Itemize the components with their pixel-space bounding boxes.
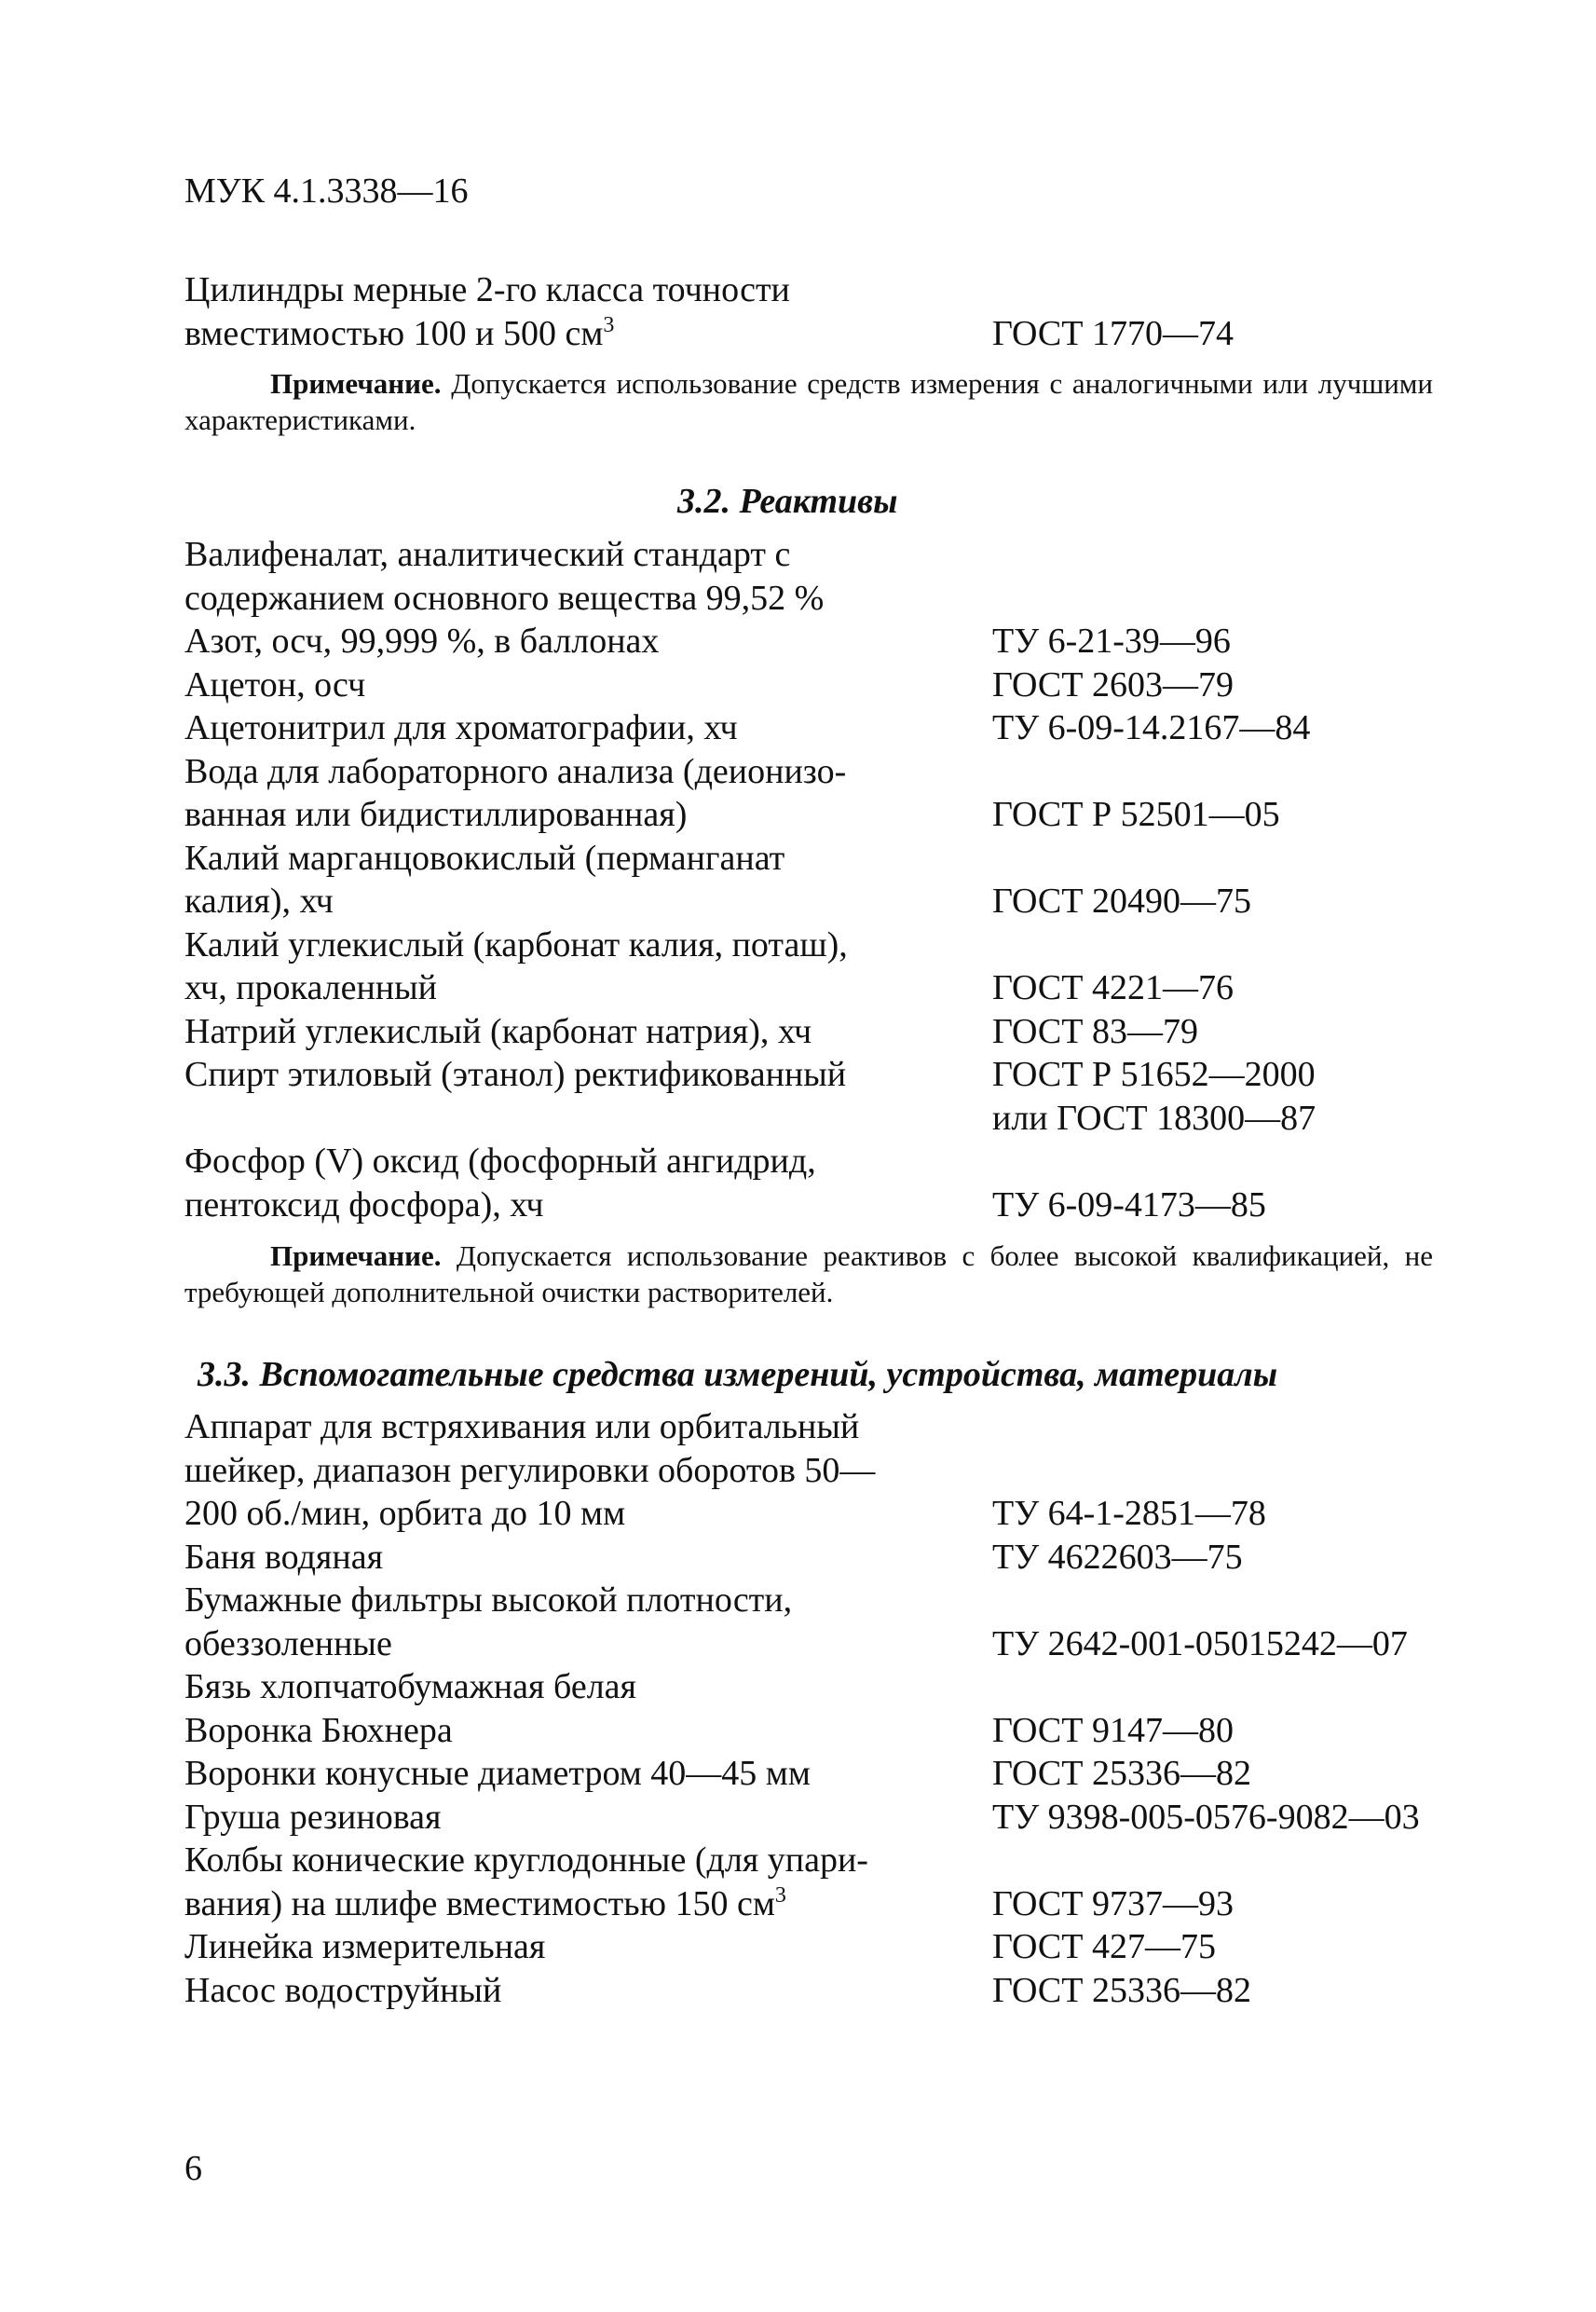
item-name: Цилиндры мерные 2-го класса точности (184, 270, 790, 309)
item-standard: ГОСТ 2603—79 (992, 664, 1234, 705)
item-standard: ГОСТ 4221—76 (992, 968, 1234, 1007)
item-name: Ацетон, осч (184, 664, 366, 705)
item-standard: ГОСТ 1770—74 (992, 313, 1234, 353)
list-item (184, 750, 1470, 794)
list-item (184, 312, 1470, 356)
item-name: пентоксид фосфора), хч (184, 1184, 544, 1224)
list-item (184, 1969, 1470, 2013)
item-name: Калий марганцовокислый (перманганат (184, 838, 785, 878)
list-item (184, 966, 1470, 1010)
item-standard: ТУ 6-09-14.2167—84 (992, 708, 1311, 747)
note-text: Допускается использование средств измерения с аналогичными или лучшими характеристиками. (184, 367, 1433, 436)
item-name: Вода для лабораторного анализа (деионизо- (184, 751, 847, 791)
item-standard: ТУ 64-1-2851—78 (992, 1494, 1266, 1533)
note-reagents (184, 1238, 1433, 1310)
item-name: Колбы конические круглодонные (для упари- (184, 1840, 868, 1880)
superscript: 3 (774, 1882, 786, 1908)
item-name: вания) на шлифе вместимостью 150 $см^3$ (184, 1882, 786, 1923)
item-standard: ГОСТ 83—79 (992, 1011, 1198, 1051)
list-item (184, 1796, 1470, 1840)
item-name: Фосфор (V) оксид (фосфорный ангидрид, (184, 1142, 816, 1181)
item-name: Бязь хлопчатобумажная белая (184, 1667, 637, 1706)
item-standard: ТУ 6-09-4173—85 (992, 1184, 1266, 1224)
item-name: калия), хч (184, 882, 334, 921)
section-heading-auxiliary: 3.3. Вспомогательные средства измерений, устройства, материалы (198, 1355, 1278, 1394)
item-name (184, 1097, 986, 1141)
item-standard: ТУ 6-21-39—96 (992, 622, 1231, 661)
item-name: Валифеналат, аналитический стандарт с (184, 535, 791, 574)
item-name: Воронка Бюхнера (184, 1710, 453, 1750)
item-name: Аппарат для встряхивания или орбитальный (184, 1407, 860, 1446)
item-standard: ТУ 4622603—75 (992, 1537, 1243, 1577)
reagents-list (184, 533, 1470, 1226)
list-item (184, 1053, 1470, 1097)
superscript: 3 (603, 312, 615, 337)
list-item (184, 1449, 1470, 1493)
item-standard: ГОСТ 9147—80 (992, 1710, 1234, 1750)
item-name: Ацетонитрил для хроматографии, хч (184, 708, 738, 747)
item-standard: ТУ 9398-005-0576-9082—03 (992, 1797, 1420, 1837)
list-item (184, 1183, 1470, 1227)
item-name: Груша резиновая (184, 1797, 442, 1837)
auxiliary-list (184, 1405, 1470, 2012)
list-item (184, 837, 1470, 881)
section-heading-reagents: 3.2. Реактивы (677, 482, 898, 521)
item-name: Линейка измерительная (184, 1927, 546, 1966)
list-item (184, 1579, 1470, 1622)
note-label: Примечание. (270, 1239, 442, 1272)
item-name: ванная или бидистиллированная) (184, 795, 688, 834)
list-item (184, 923, 1470, 967)
list-item (184, 577, 1470, 621)
list-item (184, 1839, 1470, 1882)
list-item (184, 1709, 1470, 1753)
note-label: Примечание. (270, 367, 442, 400)
item-name: хч, прокаленный (184, 968, 438, 1007)
list-item (184, 1097, 1470, 1141)
item-standard: ГОСТ Р 52501—05 (992, 795, 1280, 834)
item-standard: или ГОСТ 18300—87 (992, 1098, 1316, 1138)
item-standard: ГОСТ 20490—75 (992, 882, 1251, 921)
list-item (184, 620, 1470, 664)
list-item (184, 664, 1470, 707)
list-item (184, 1925, 1470, 1969)
item-name: Баня водяная (184, 1537, 384, 1577)
list-item (184, 1882, 1470, 1926)
list-item (184, 793, 1470, 837)
list-item (184, 268, 1470, 312)
page-number: 6 (184, 2149, 202, 2188)
item-name: содержанием основного вещества 99,52 % (184, 578, 825, 618)
item-standard: ГОСТ 9737—93 (992, 1883, 1234, 1923)
list-item (184, 1622, 1470, 1666)
item-name: Воронки конусные диаметром 40—45 мм (184, 1754, 811, 1793)
item-name: обеззоленные (184, 1623, 392, 1663)
list-item (184, 533, 1470, 577)
list-item (184, 1140, 1470, 1183)
document-code: МУК 4.1.3338—16 (184, 171, 469, 211)
item-name: Натрий углекислый (карбонат натрия), хч (184, 1011, 812, 1051)
item-name: Насос водоструйный (184, 1970, 502, 2010)
list-item (184, 1405, 1470, 1449)
list-item (184, 1536, 1470, 1580)
item-standard: ТУ 2642-001-05015242—07 (992, 1623, 1408, 1663)
item-standard: ГОСТ 25336—82 (992, 1970, 1251, 2010)
item-standard: ГОСТ 427—75 (992, 1927, 1216, 1966)
note-text: Допускается использование реактивов с более высокой квалификацией, не требующей дополнительной очистки растворителей. (184, 1239, 1433, 1308)
item-standard: ГОСТ Р 51652—2000 (992, 1055, 1316, 1094)
list-item (184, 880, 1470, 923)
item-name: Азот, осч, 99,999 %, в баллонах (184, 622, 660, 661)
list-item (184, 706, 1470, 750)
item-name: Бумажные фильтры высокой плотности, (184, 1580, 793, 1620)
list-item (184, 1665, 1470, 1709)
note-measurement (184, 365, 1433, 438)
item-name: шейкер, диапазон регулировки оборотов 50— (184, 1450, 876, 1490)
item-name: 200 об./мин, орбита до 10 мм (184, 1494, 626, 1533)
equipment-list-top (184, 268, 1470, 355)
list-item (184, 1010, 1470, 1054)
list-item (184, 1752, 1470, 1796)
item-name: Спирт этиловый (этанол) ректификованный (184, 1055, 847, 1094)
item-standard: ГОСТ 25336—82 (992, 1754, 1251, 1793)
list-item (184, 1492, 1470, 1536)
item-name: Калий углекислый (карбонат калия, поташ), (184, 924, 848, 964)
item-name: вместимостью 100 и 500 $см^3$ (184, 312, 615, 353)
